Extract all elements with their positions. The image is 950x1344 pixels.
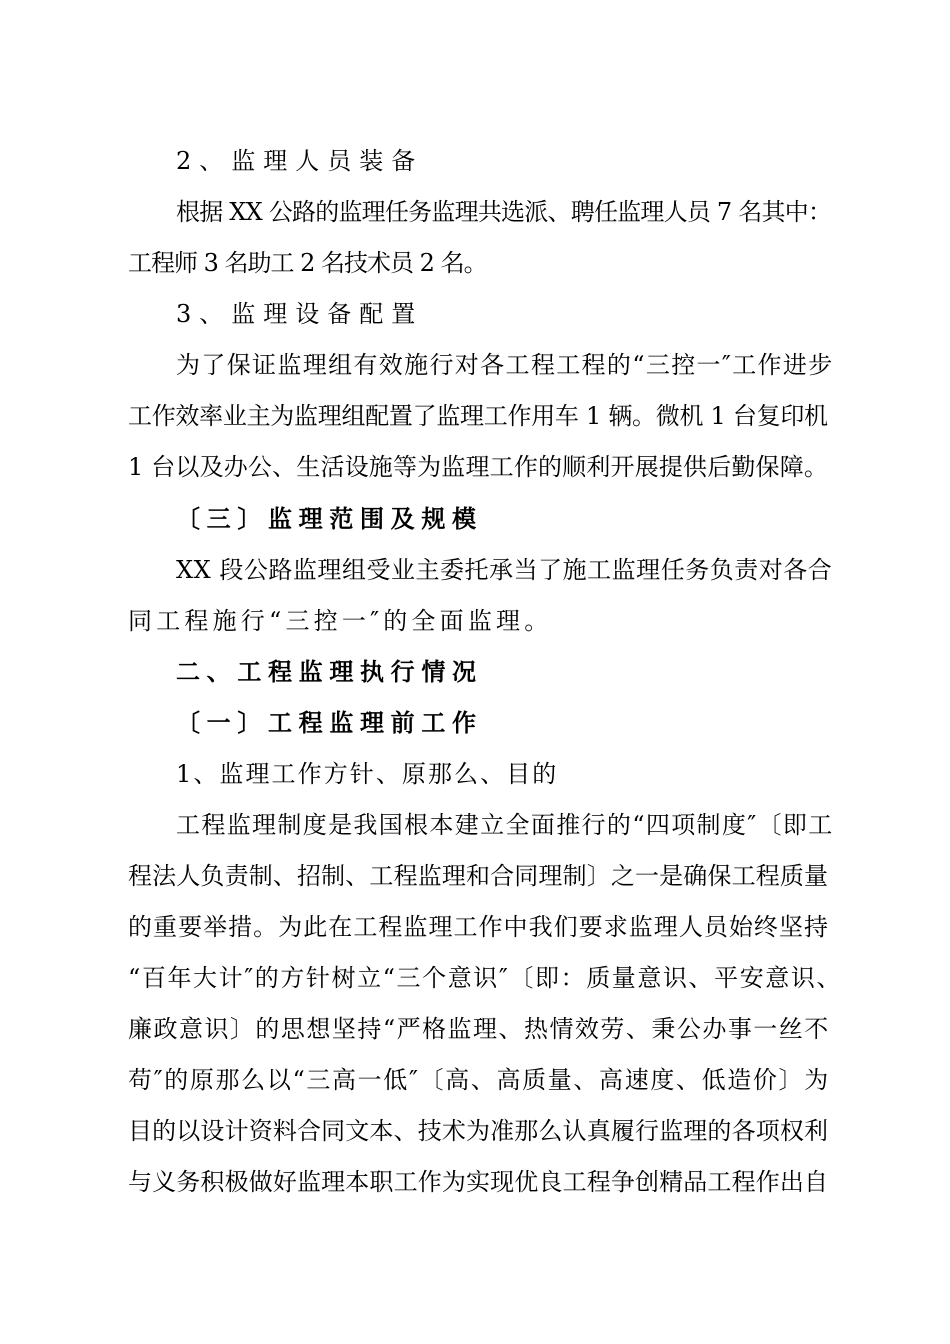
paragraph-line: 为了保证监理组有效施行对各工程工程的“三控一″工作进步 [176,351,834,379]
paragraph-line: 1 台以及办公、生活设施等为监理工作的顺利开展提供后勤保障。 [128,453,829,481]
paragraph-line: 与义务积极做好监理本职工作为实现优良工程争创精品工程作出自 [128,1168,829,1196]
paragraph-line: 工程师 3 名助工 2 名技术员 2 名。 [128,249,487,277]
paragraph-line: 程法人负责制、招制、工程监理和合同理制〕之一是确保工程质量 [128,862,829,890]
section-heading-scope: 〔三〕监理范围及规模 [176,505,483,533]
paragraph-line: 廉政意识〕的思想坚持“严格监理、热情效劳、秉公办事一丝不 [128,1015,830,1043]
subheading-principles: 1、监理工作方针、原那么、目的 [176,760,559,788]
paragraph-line: 的重要举措。为此在工程监理工作中我们要求监理人员始终坚持 [128,913,830,941]
paragraph-line: 同工程施行“三控一″的全面监理。 [128,607,553,635]
paragraph-line: 工程监理制度是我国根本建立全面推行的“四项制度″〔即工 [176,811,834,839]
chapter-heading-execution: 二、工程监理执行情况 [176,658,483,686]
section-heading-pre-work: 〔一〕工程监理前工作 [176,709,483,737]
paragraph-line: “百年大计″的方针树立“三个意识″〔即：质量意识、平安意识、 [128,964,843,992]
paragraph-line: 苟″的原那么以“三高一低″〔高、高质量、高速度、低造价〕为 [128,1066,830,1094]
paragraph-line: 工作效率业主为监理组配置了监理工作用车 1 辆。微机 1 台复印机 [128,402,828,430]
subheading-personnel: 2、监理人员装备 [176,147,424,175]
paragraph-line: 根据 XX 公路的监理任务监理共选派、聘任监理人员 7 名其中： [176,198,832,226]
paragraph-line: XX 段公路监理组受业主委托承当了施工监理任务负责对各合 [176,556,833,584]
paragraph-line: 目的以设计资料合同文本、技术为准那么认真履行监理的各项权利 [128,1117,829,1145]
subheading-equipment: 3、监理设备配置 [176,300,424,328]
